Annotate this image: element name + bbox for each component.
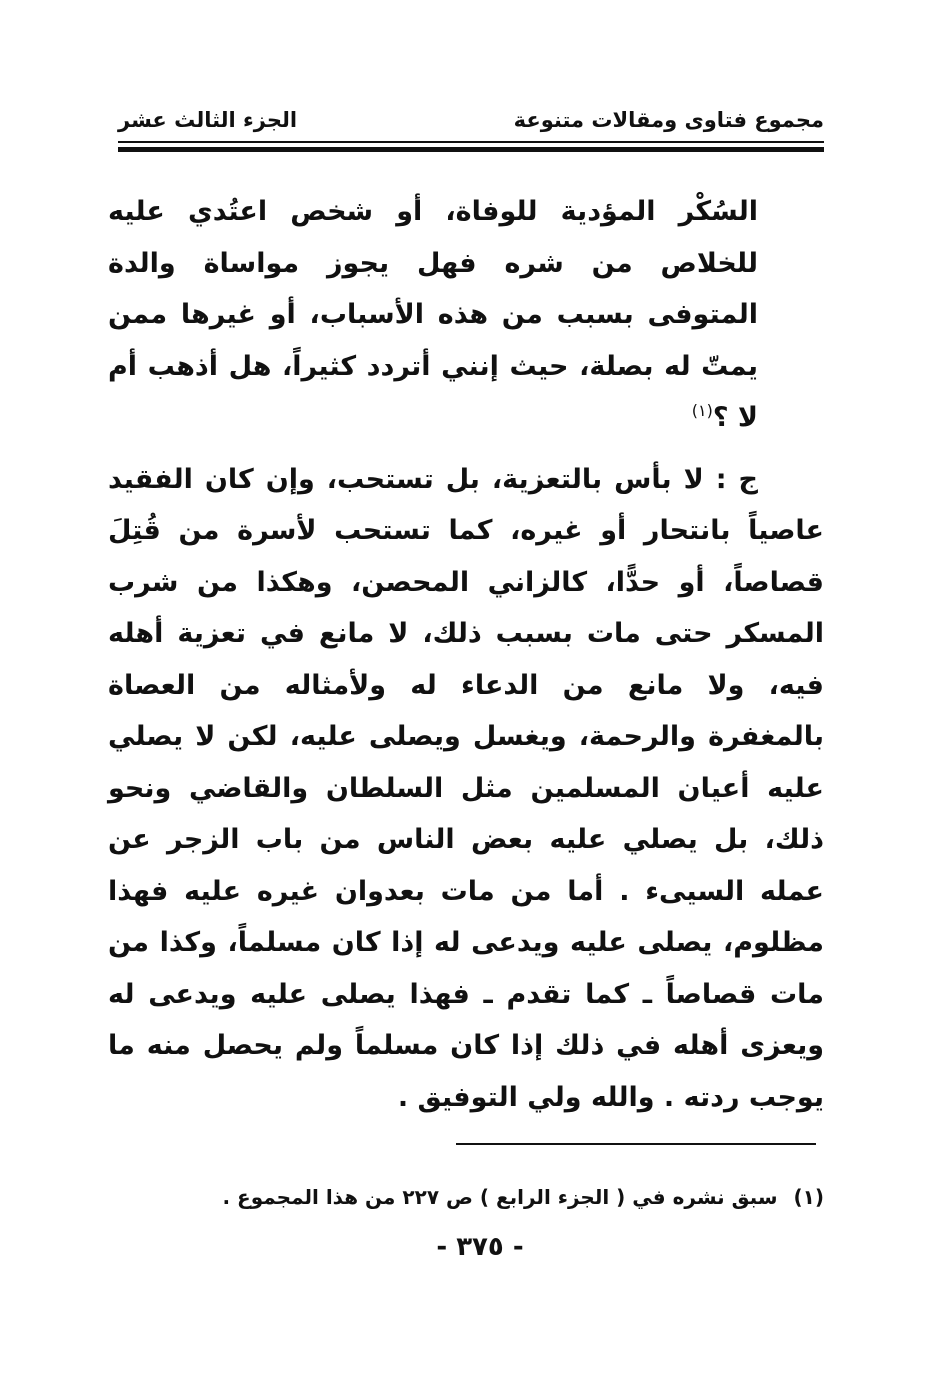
book-title: مجموع فتاوى ومقالات متنوعة bbox=[513, 108, 824, 132]
header-rule-thick bbox=[118, 147, 824, 152]
volume-label: الجزء الثالث عشر bbox=[118, 108, 298, 132]
footnote-mark: (١) bbox=[793, 1185, 824, 1209]
footnote bbox=[118, 1180, 824, 1214]
header-rule-thin bbox=[118, 141, 824, 143]
question-paragraph bbox=[108, 186, 824, 444]
footnote-reference: (١) bbox=[691, 401, 713, 420]
page-number: - ٣٧٥ - bbox=[436, 1232, 524, 1262]
footnote-text: سبق نشره في ( الجزء الرابع ) ص ٢٢٧ من هذا المجموع . bbox=[222, 1185, 778, 1209]
question-text: السُكْر المؤدية للوفاة، أو شخص اعتُدي عليه للخلاص من شره فهل يجوز مواساة والدة المتوفى بسبب من هذه الأسباب، أو غيرها ممن يمتّ له بصلة، حيث إنني أتردد كثيراً، هل أذهب أم لا ؟ bbox=[108, 196, 758, 433]
main-text bbox=[108, 186, 824, 1123]
footnote-separator bbox=[456, 1143, 816, 1145]
running-header bbox=[118, 104, 824, 138]
answer-paragraph: ج : لا بأس بالتعزية، بل تستحب، وإن كان الفقيد عاصياً بانتحار أو غيره، كما تستحب لأسرة من قُتِلَ قصاصاً، أو حدًّا، كالزاني المحصن، وهكذا من شرب المسكر حتى مات بسبب ذلك، لا مانع في تعزية أهله فيه، ولا مانع من الدعاء له ولأمثاله من العصاة بالمغفرة والرحمة، ويغسل ويصلى عليه، لكن لا يصلي عليه أعيان المسلمين مثل السلطان والقاضي ونحو ذلك، بل يصلي عليه بعض الناس من باب الزجر عن عمله السيىء . أما من مات بعدوان غيره عليه فهذا مظلوم، يصلى عليه ويدعى له إذا كان مسلماً، وكذا من مات قصاصاً ـ كما تقدم ـ فهذا يصلى عليه ويدعى له ويعزى أهله في ذلك إذا كان مسلماً ولم يحصل منه ما يوجب ردته . والله ولي التوفيق . bbox=[108, 463, 824, 1113]
